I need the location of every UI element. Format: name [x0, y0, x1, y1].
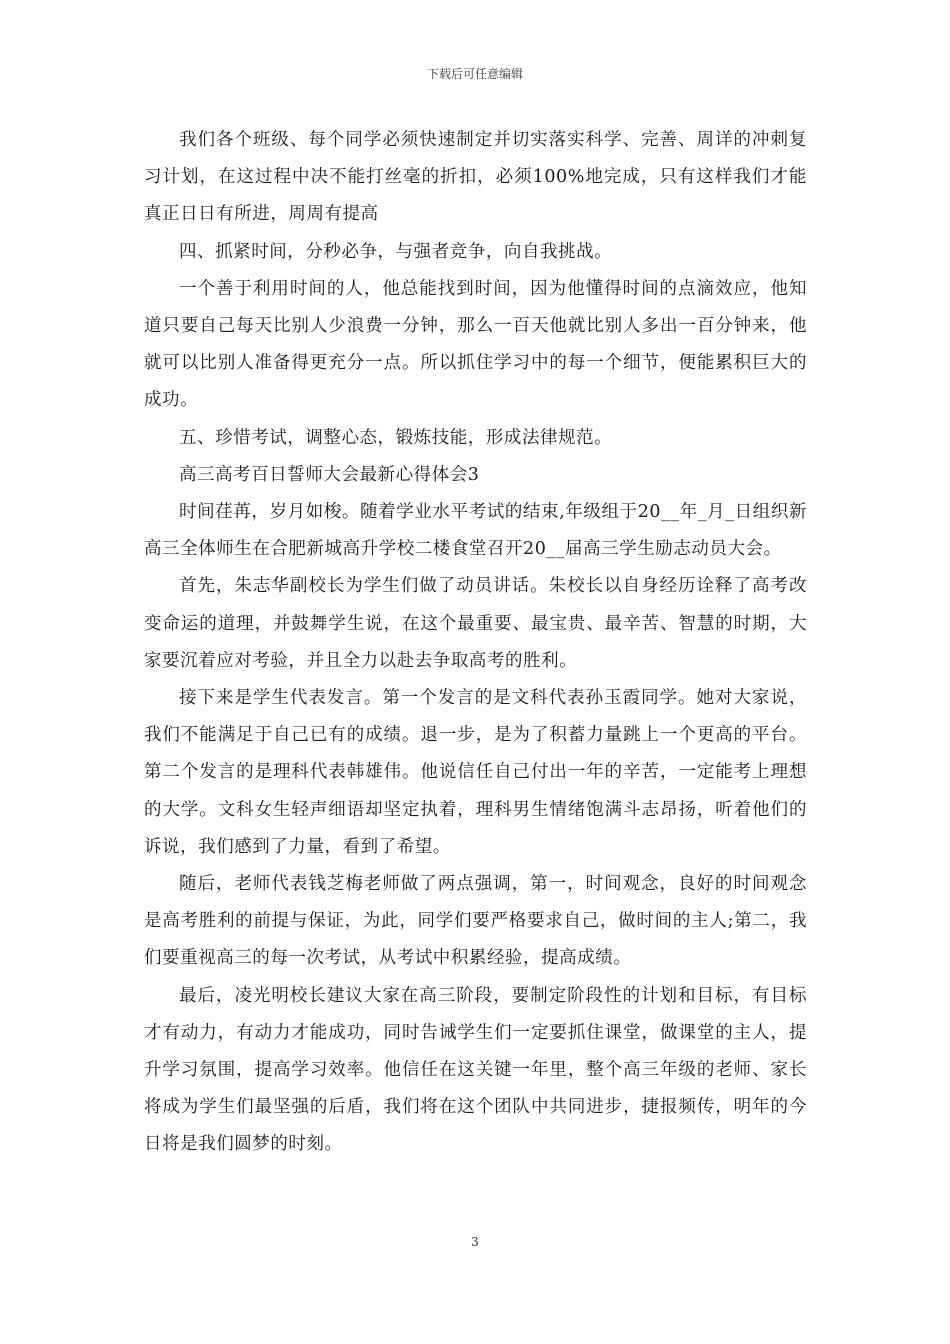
paragraph: 一个善于利用时间的人，他总能找到时间，因为他懂得时间的点滴效应，他知道只要自己每天比别人少浪费一分钟，那么一百天他就比别人多出一百分钟来，他就可以比别人准备得更充分一点。所以抓住学习中的每一个细节，便能累积巨大的成功。	[144, 278, 807, 411]
paragraph: 我们各个班级、每个同学必须快速制定并切实落实科学、完善、周详的冲刺复习计划，在这过程中决不能打丝毫的折扣，必须100%地完成，只有这样我们才能真正日日有所进，周周有提高	[144, 130, 807, 225]
page-header: 下载后可任意编辑	[426, 67, 523, 81]
page-number: 3	[471, 1235, 479, 1249]
section-heading: 五、珍惜考试，调整心态，锻炼技能，形成法律规范。	[179, 427, 613, 448]
paragraph: 随后，老师代表钱芝梅老师做了两点强调，第一，时间观念，良好的时间观念是高考胜利的前提与保证，为此，同学们要严格要求自己，做时间的主人;第二，我们要重视高三的每一次考试，从考试中积累经验，提高成绩。	[144, 874, 807, 969]
document-body	[144, 122, 807, 1164]
paragraph: 接下来是学生代表发言。第一个发言的是文科代表孙玉霞同学。她对大家说，我们不能满足于自己已有的成绩。退一步，是为了积蓄力量跳上一个更高的平台。第二个发言的是理科代表韩雄伟。他说信任自己付出一年的辛苦，一定能考上理想的大学。文科女生轻声细语却坚定执着，理科男生情绪饱满斗志昂扬，听着他们的诉说，我们感到了力量，看到了希望。	[144, 688, 807, 857]
section-heading: 四、抓紧时间，分秒必争，与强者竞争，向自我挑战。	[179, 241, 613, 262]
article-title: 高三高考百日誓师大会最新心得体会3	[179, 464, 480, 485]
paragraph: 时间荏苒，岁月如梭。随着学业水平考试的结束,年级组于20__年_月_日组织新高三全体师生在合肥新城高升学校二楼食堂召开20__届高三学生励志动员大会。	[144, 502, 807, 560]
paragraph: 最后，凌光明校长建议大家在高三阶段，要制定阶段性的计划和目标，有目标才有动力，有动力才能成功，同时告诫学生们一定要抓住课堂，做课堂的主人，提升学习氛围，提高学习效率。他信任在这关键一年里，整个高三年级的老师、家长将成为学生们最坚强的后盾，我们将在这个团队中共同进步，捷报频传，明年的今日将是我们圆梦的时刻。	[144, 985, 807, 1155]
paragraph: 首先，朱志华副校长为学生们做了动员讲话。朱校长以自身经历诠释了高考改变命运的道理，并鼓舞学生说，在这个最重要、最宝贵、最辛苦、智慧的时期，大家要沉着应对考验，并且全力以赴去争取高考的胜利。	[144, 576, 807, 671]
